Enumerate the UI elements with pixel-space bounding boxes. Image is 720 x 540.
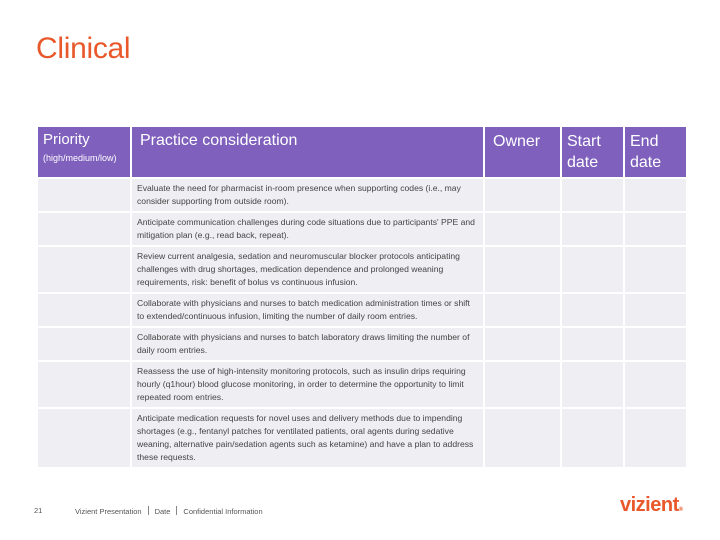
owner-cell[interactable] [485, 409, 560, 467]
table-row [38, 179, 686, 211]
footer-confidential: Confidential Information [183, 507, 263, 516]
table-row [38, 328, 686, 360]
footer [0, 504, 720, 520]
header-priority-sub: (high/medium/low) [43, 153, 117, 163]
consideration-cell: Reassess the use of high-intensity monitoring protocols, such as insulin drips requiring hourly (q1hour) blood glucose monitoring, in order to determine the opportunity to limit repeated room entries. [132, 362, 483, 407]
end-date-cell[interactable] [625, 328, 686, 360]
footer-date: Date [154, 507, 171, 516]
footer-text [75, 506, 263, 516]
consideration-cell: Anticipate communication challenges during code situations due to participants' PPE and mitigation plan (e.g., read back, repeat). [132, 213, 483, 245]
priority-cell[interactable] [38, 362, 130, 407]
consideration-cell: Collaborate with physicians and nurses to batch laboratory draws limiting the number of daily room entries. [132, 328, 483, 360]
footer-presentation: Vizient Presentation [75, 507, 142, 516]
consideration-cell: Evaluate the need for pharmacist in-room presence when supporting codes (i.e., may consider supporting from outside room). [132, 179, 483, 211]
consideration-cell: Collaborate with physicians and nurses to batch medication administration times or shift to extended/continuous infusion, limiting the number of daily room entries. [132, 294, 483, 326]
header-end-date: End date [625, 127, 686, 177]
table-row [38, 247, 686, 292]
logo-registered-mark: ® [678, 507, 683, 513]
table-row [38, 213, 686, 245]
logo-text: vizient [620, 494, 679, 516]
footer-divider [148, 506, 149, 515]
end-date-cell[interactable] [625, 247, 686, 292]
owner-cell[interactable] [485, 213, 560, 245]
practice-table [36, 125, 688, 469]
owner-cell[interactable] [485, 362, 560, 407]
header-start-date: Start date [562, 127, 623, 177]
consideration-cell: Anticipate medication requests for novel uses and delivery methods due to impending shortages (e.g., fentanyl patches for ventilated patients, oral agents during sedative weaning, alternative pain/sedation agents such as ketamine) and have a plan to address these requests. [132, 409, 483, 467]
end-date-cell[interactable] [625, 409, 686, 467]
owner-cell[interactable] [485, 247, 560, 292]
priority-cell[interactable] [38, 179, 130, 211]
consideration-cell: Review current analgesia, sedation and neuromuscular blocker protocols anticipating challenges with drug shortages, medication dependence and prolonged weaning requirements, risk: benefit of bolus vs continuous infusion. [132, 247, 483, 292]
table-row [38, 294, 686, 326]
owner-cell[interactable] [485, 328, 560, 360]
start-date-cell[interactable] [562, 247, 623, 292]
owner-cell[interactable] [485, 179, 560, 211]
header-priority-label: Priority [43, 131, 90, 148]
start-date-cell[interactable] [562, 362, 623, 407]
priority-cell[interactable] [38, 328, 130, 360]
start-date-cell[interactable] [562, 294, 623, 326]
end-date-cell[interactable] [625, 179, 686, 211]
priority-cell[interactable] [38, 294, 130, 326]
table-row [38, 362, 686, 407]
header-owner: Owner [485, 127, 560, 177]
start-date-cell[interactable] [562, 328, 623, 360]
end-date-cell[interactable] [625, 362, 686, 407]
end-date-cell[interactable] [625, 294, 686, 326]
start-date-cell[interactable] [562, 213, 623, 245]
header-priority [38, 127, 130, 177]
table-row [38, 409, 686, 467]
start-date-cell[interactable] [562, 409, 623, 467]
page-title: Clinical [36, 32, 131, 65]
owner-cell[interactable] [485, 294, 560, 326]
header-row [38, 127, 686, 177]
priority-cell[interactable] [38, 247, 130, 292]
footer-divider [176, 506, 177, 515]
end-date-cell[interactable] [625, 213, 686, 245]
header-consideration: Practice consideration [132, 127, 483, 177]
priority-cell[interactable] [38, 213, 130, 245]
vizient-logo [620, 494, 683, 517]
page-number: 21 [34, 506, 43, 515]
start-date-cell[interactable] [562, 179, 623, 211]
priority-cell[interactable] [38, 409, 130, 467]
